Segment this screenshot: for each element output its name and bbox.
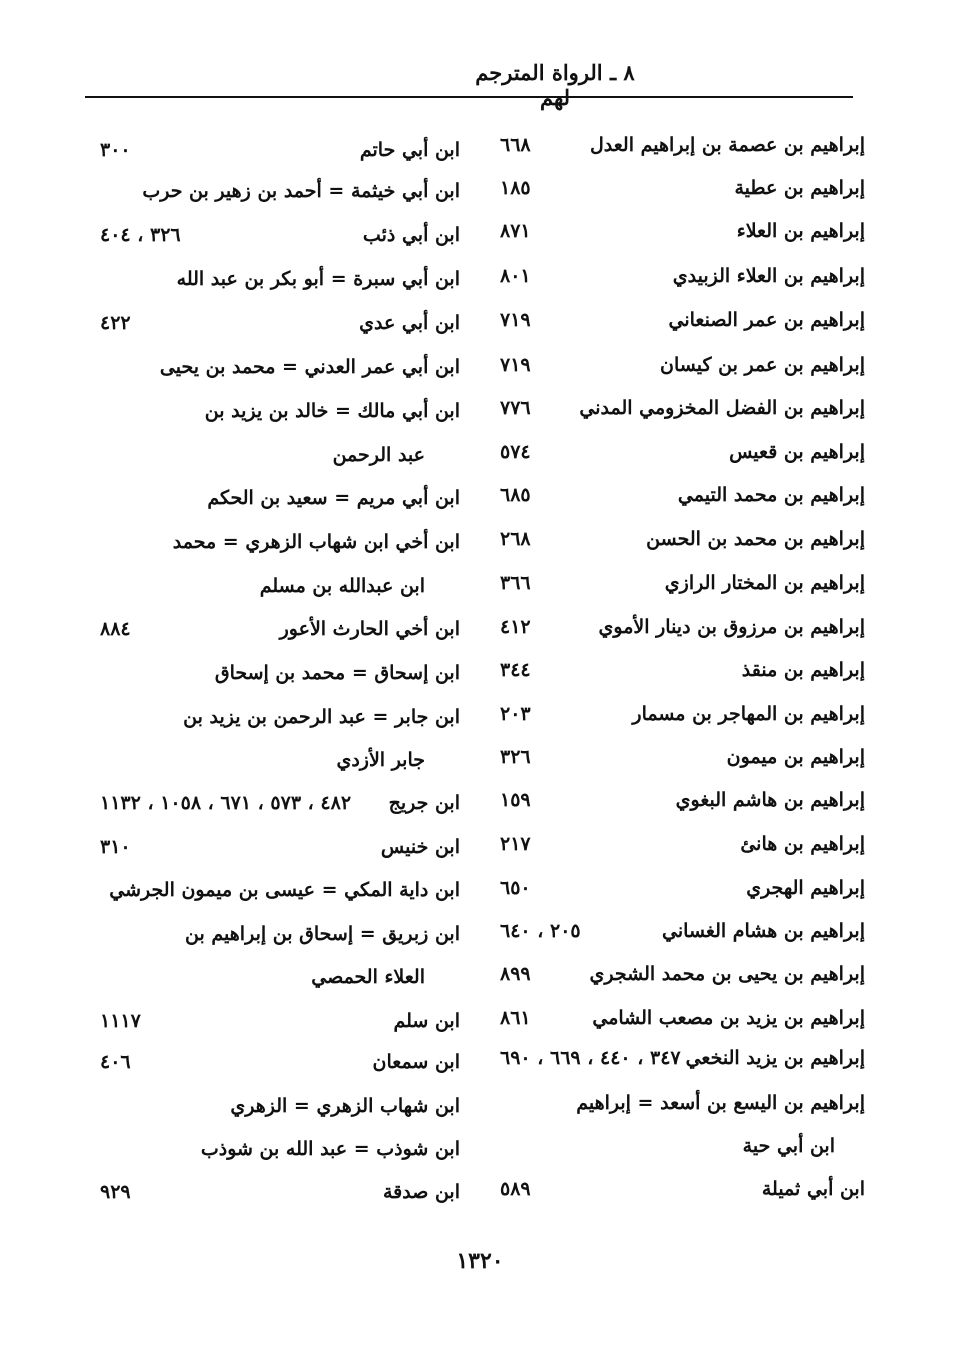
index-entry (490, 171, 865, 205)
index-entry (100, 786, 460, 820)
entry-name: ابن أبي عمر العدني = محمد بن يحيى (159, 356, 460, 378)
entry-name: إبراهيم بن اليسع بن أسعد = إبراهيم (576, 1092, 865, 1114)
entry-name: إبراهيم بن يزيد النخعي (685, 1047, 865, 1069)
entry-name: إبراهيم بن عمر بن كيسان (660, 354, 865, 376)
index-entry (100, 873, 460, 907)
index-entry (490, 1001, 865, 1035)
entry-name: جابر الأزدي (336, 749, 425, 771)
index-entry (100, 394, 460, 428)
index-entry (100, 525, 460, 559)
entry-ref: ٨٧١ (500, 220, 531, 242)
entry-ref: ١١١٧ (100, 1010, 141, 1032)
entry-name: ابن أخي ابن شهاب الزهري = محمد (172, 531, 460, 553)
index-entry (490, 128, 865, 162)
entry-ref: ٤٢٢ (100, 312, 131, 334)
index-entry (490, 957, 865, 991)
entry-name: ابن جريج (388, 792, 460, 814)
entry-name: ابن أبي مريم = سعيد بن الحكم (207, 487, 460, 509)
entry-ref: ٣٢٦ (500, 746, 531, 768)
entry-ref: ٣٠٠ (100, 139, 131, 161)
index-entry (100, 612, 460, 646)
index-entry (100, 1175, 460, 1209)
entry-name: إبراهيم بن عمر الصنعاني (668, 309, 865, 331)
index-entry (100, 656, 460, 690)
entry-name: ابن أبي حية (742, 1135, 835, 1157)
entry-name: إبراهيم بن منقذ (741, 659, 865, 681)
entry-name: ابن أبي ثميلة (761, 1178, 865, 1200)
index-entry-continuation (100, 569, 460, 603)
entry-ref: ٥٨٩ (500, 1178, 531, 1200)
header-rule (85, 96, 853, 98)
entry-name: ابن شوذب = عبد الله بن شوذب (200, 1138, 460, 1160)
index-entry (490, 348, 865, 382)
entry-name: إبراهيم بن محمد التيمي (677, 484, 865, 506)
index-entry (100, 174, 460, 208)
entry-name: إبراهيم بن ميمون (726, 746, 865, 768)
entry-name: ابن أبي عدي (359, 312, 460, 334)
entry-ref: ٧١٩ (500, 309, 531, 331)
index-entry (490, 610, 865, 644)
index-entry (490, 740, 865, 774)
entry-name: إبراهيم بن هاشم البغوي (675, 789, 865, 811)
entry-name: ابن أبي مالك = خالد بن يزيد بن (204, 400, 460, 422)
page-number: ١٣٢٠ (456, 1248, 504, 1274)
entry-name: إبراهيم بن المهاجر بن مسمار (632, 703, 865, 725)
entry-name: ابن أبي خيثمة = أحمد بن زهير بن حرب (142, 180, 460, 202)
entry-name: إبراهيم بن عطية (734, 177, 865, 199)
entry-ref: ٦٥٠ (500, 877, 531, 899)
entry-ref: ٤٨٢ ، ٥٧٣ ، ٦٧١ ، ١٠٥٨ ، ١١٣٢ (100, 792, 352, 814)
entry-ref: ٣٤٤ (500, 659, 531, 681)
entry-name: ابن داية المكي = عيسى بن ميمون الجرشي (109, 879, 460, 901)
index-entry (100, 700, 460, 734)
entry-ref: ٨٦١ (500, 1007, 531, 1029)
entry-ref: ٨٩٩ (500, 963, 531, 985)
entry-name: ابن عبدالله بن مسلم (259, 575, 425, 597)
entry-name: ابن أخي الحارث الأعور (279, 618, 460, 640)
entry-ref: ٢٠٥ ، ٦٤٠ (500, 920, 581, 942)
index-entry (100, 830, 460, 864)
entry-name: إبراهيم بن عصمة بن إبراهيم العدل (589, 134, 865, 156)
index-entry (100, 1045, 460, 1079)
index-entry (490, 827, 865, 861)
entry-name: ابن زبريق = إسحاق بن إبراهيم بن (185, 923, 460, 945)
entry-ref: ١٥٩ (500, 789, 531, 811)
entry-name: إبراهيم بن يزيد بن مصعب الشامي (592, 1007, 865, 1029)
entry-ref: ٣٦٦ (500, 572, 531, 594)
entry-ref: ٣٢٦ ، ٤٠٤ (100, 224, 181, 246)
index-entry (100, 218, 460, 252)
entry-name: ابن أبي حاتم (359, 139, 460, 161)
index-entry (100, 1089, 460, 1123)
entry-ref: ٤١٢ (500, 616, 531, 638)
entry-name: ابن أبي ذئب (362, 224, 460, 246)
index-entry (490, 653, 865, 687)
index-entry (490, 914, 865, 948)
index-entry (100, 1132, 460, 1166)
entry-name: إبراهيم بن محمد بن الحسن (646, 528, 865, 550)
entry-name: ابن خنيس (380, 836, 460, 858)
index-entry (100, 917, 460, 951)
entry-name: ابن سلم (393, 1010, 460, 1032)
entry-name: العلاء الحمصي (311, 966, 425, 988)
entry-ref: ٩٢٩ (100, 1181, 131, 1203)
entry-ref: ٢١٧ (500, 833, 531, 855)
entry-name: إبراهيم بن العلاء (736, 220, 865, 242)
index-entry-continuation (100, 960, 460, 994)
index-entry (490, 522, 865, 556)
index-entry (490, 391, 865, 425)
entry-ref: ٣٤٧ ، ٤٤٠ ، ٦٦٩ ، ٦٩٠ (500, 1047, 681, 1069)
entry-ref: ٥٧٤ (500, 441, 531, 463)
index-entry (490, 435, 865, 469)
index-entry (100, 481, 460, 515)
index-entry-continuation (100, 743, 460, 777)
index-entry (100, 133, 460, 167)
entry-ref: ٨٨٤ (100, 618, 131, 640)
entry-ref: ٦٨٥ (500, 484, 531, 506)
entry-name: ابن جابر = عبد الرحمن بن يزيد بن (183, 706, 460, 728)
entry-name: إبراهيم الهجري (746, 877, 865, 899)
index-entry (490, 478, 865, 512)
entry-name: ابن شهاب الزهري = الزهري (230, 1095, 460, 1117)
entry-name: ابن أبي سبرة = أبو بكر بن عبد الله (176, 268, 460, 290)
running-header: ٨ ـ الرواة المترجم لهم (475, 60, 635, 110)
entry-ref: ٣١٠ (100, 836, 131, 858)
entry-name: إبراهيم بن هانئ (740, 833, 865, 855)
entry-ref: ٢٦٨ (500, 528, 531, 550)
index-entry (100, 1004, 460, 1038)
entry-name: إبراهيم بن المختار الرازي (664, 572, 865, 594)
entry-name: ابن صدقة (382, 1181, 460, 1203)
index-entry-continuation (490, 1129, 865, 1163)
entry-name: ابن إسحاق = محمد بن إسحاق (214, 662, 460, 684)
index-entry (100, 262, 460, 296)
entry-ref: ٧٧٦ (500, 397, 531, 419)
entry-ref: ١٨٥ (500, 177, 531, 199)
entry-name: إبراهيم بن يحيى بن محمد الشجري (589, 963, 865, 985)
entry-ref: ٢٠٣ (500, 703, 531, 725)
index-entry (490, 1041, 865, 1075)
index-entry (490, 303, 865, 337)
index-entry (100, 350, 460, 384)
entry-name: عبد الرحمن (332, 444, 425, 466)
index-entry (490, 566, 865, 600)
entry-ref: ٤٠٦ (100, 1051, 131, 1073)
index-entry (490, 1172, 865, 1206)
entry-ref: ٧١٩ (500, 354, 531, 376)
entry-name: إبراهيم بن هشام الغساني (662, 920, 865, 942)
entry-name: إبراهيم بن قعيس (729, 441, 865, 463)
index-entry (490, 259, 865, 293)
index-entry (490, 697, 865, 731)
index-entry (490, 871, 865, 905)
entry-name: إبراهيم بن الفضل المخزومي المدني (579, 397, 865, 419)
entry-ref: ٦٦٨ (500, 134, 531, 156)
index-entry (490, 783, 865, 817)
entry-name: إبراهيم بن العلاء الزبيدي (672, 265, 865, 287)
index-entry (100, 306, 460, 340)
index-entry (490, 214, 865, 248)
entry-ref: ٨٠١ (500, 265, 531, 287)
entry-name: إبراهيم بن مرزوق بن دينار الأموي (598, 616, 865, 638)
index-entry (490, 1086, 865, 1120)
index-entry-continuation (100, 438, 460, 472)
entry-name: ابن سمعان (372, 1051, 460, 1073)
